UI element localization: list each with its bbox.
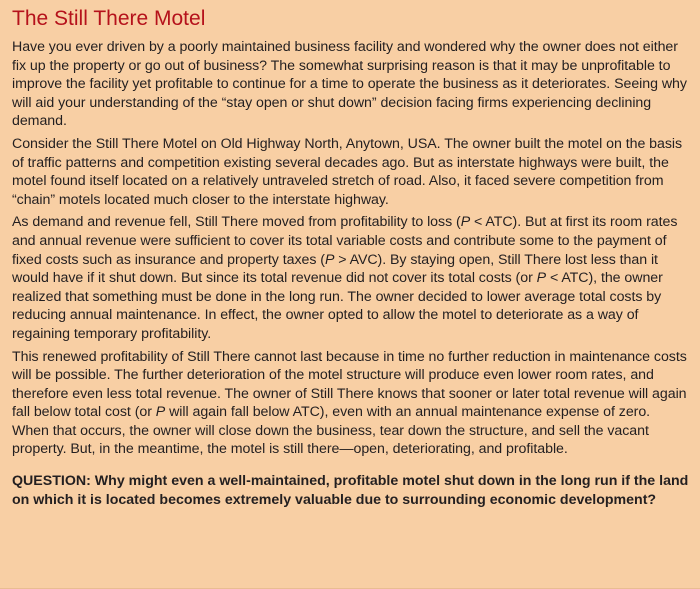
text-run: < ATC), the owner realized that something must be done in the long run. The owner decided to lower average total costs by reducing annual maintenance. In effect, the owner opted to allow the motel to deteriorate as a way of regaining temporary profitability.: [12, 270, 663, 342]
price-symbol: P: [155, 404, 166, 421]
paragraph-outlook: [12, 348, 690, 460]
price-symbol: P: [324, 251, 335, 268]
text-run: < ATC). But at first its room rates and annual revenue were sufficient to cover its total variable costs and contribute some to the payment of fixed costs such as insurance and property taxes (: [12, 214, 678, 268]
price-symbol: P: [536, 270, 547, 287]
paragraph-loss: [12, 213, 690, 343]
text-run: As demand and revenue fell, Still There moved from profitability to loss (: [12, 214, 461, 231]
paragraph-intro: Have you ever driven by a poorly maintained business facility and wondered why the owner does not either fix up the property or go out of business? The somewhat surprising reason is that it may be unprofitable to improve the facility yet profitable to continue for a time to operate the business as it deteriorates. Seeing why will aid your understanding of the “stay open or shut down” decision facing firms experiencing declining demand.: [12, 39, 687, 130]
text-run: > AVC). By staying open, Still There lost less than it would have if it shut down. But since its total revenue did not cover its total costs (or: [12, 251, 658, 287]
price-symbol: P: [460, 214, 471, 231]
text-run: will again fall below ATC), even with an annual maintenance expense of zero. When that occurs, the owner will close down the business, tear down the structure, and sell the vacant property. But, in the meantime, the motel is still there—open, deteriorating, and profitable.: [12, 404, 651, 458]
paragraph-background: Consider the Still There Motel on Old Highway North, Anytown, USA. The owner built the motel on the basis of traffic patterns and competition existing several decades ago. But as interstate highways were built, the motel found itself located on a relatively untraveled stretch of road. Also, it faced severe competition from “chain” motels located much closer to the interstate highway.: [12, 135, 683, 208]
text-run: This renewed profitability of Still There cannot last because in time no further reduction in maintenance costs will be possible. The further deterioration of the motel structure will produce even lower room rates, and therefore even less total revenue. The owner of Still There knows that sooner or later total revenue will again fall below total cost (or: [12, 348, 687, 421]
question-text: QUESTION: Why might even a well-maintained, profitable motel shut down in the long run if the land on which it is located becomes extremely valuable due to surrounding economic development?: [12, 473, 689, 508]
case-title: The Still There Motel: [12, 7, 206, 30]
